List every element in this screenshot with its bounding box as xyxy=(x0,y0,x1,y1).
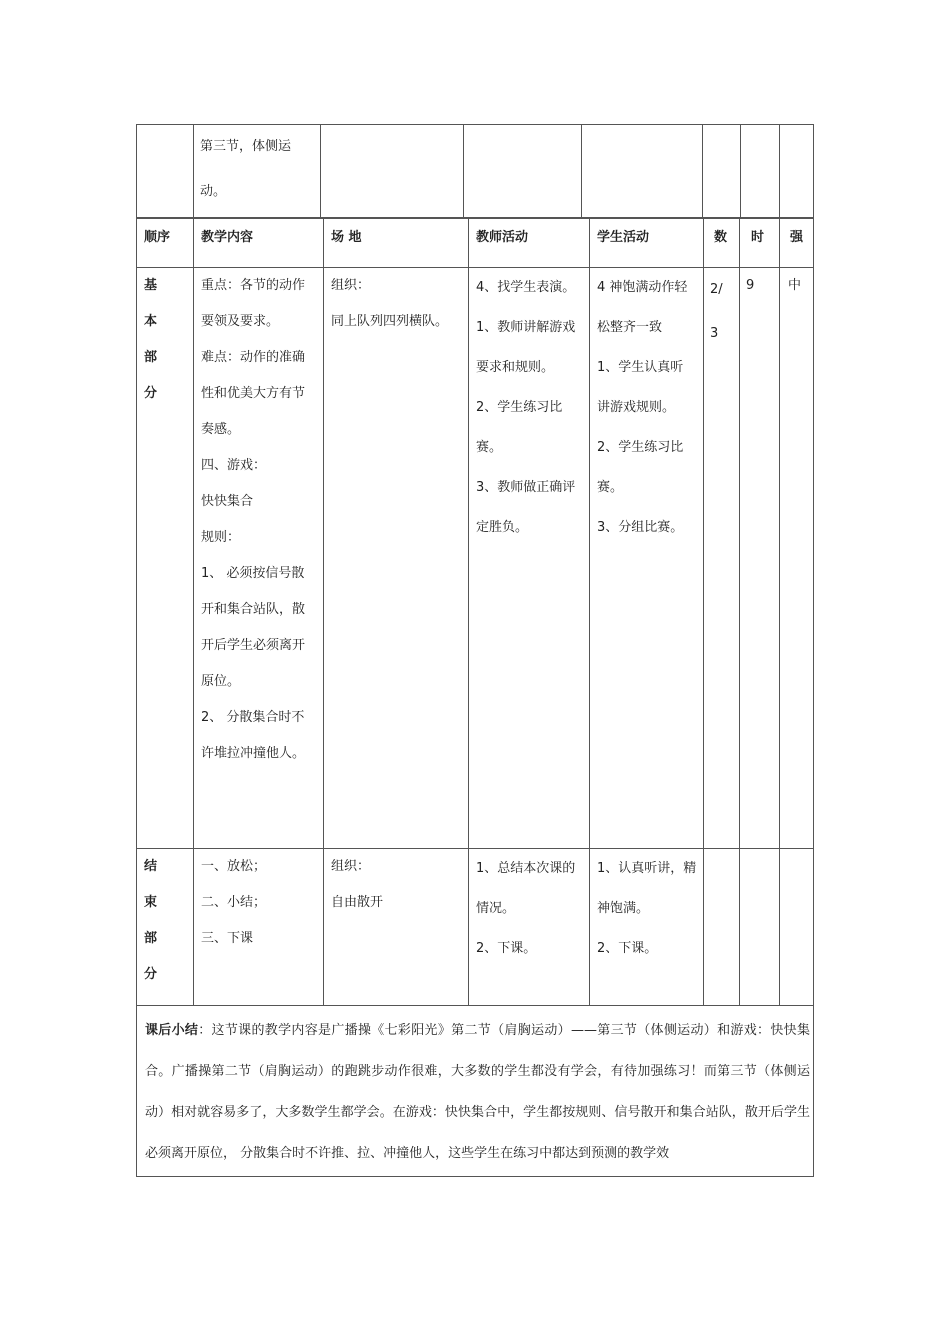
header-content: 教学内容 xyxy=(201,230,254,245)
section-char: 部 xyxy=(144,931,158,946)
basic-time: 9 xyxy=(746,278,755,293)
grid-line xyxy=(193,218,194,1006)
ending-teacher: 1、总结本次课的 情况。 2、下课。 xyxy=(476,861,576,956)
top-row-content: 第三节，体侧运 动。 xyxy=(200,139,292,199)
table-right-border xyxy=(813,124,814,1177)
grid-line xyxy=(703,218,704,1006)
header-count: 数 xyxy=(714,230,728,245)
basic-count: 2/ 3 xyxy=(710,282,723,341)
grid-line xyxy=(779,218,780,1006)
basic-student: 4 神饱满动作轻 松整齐一致 1、学生认真听 讲游戏规则。 2、学生练习比 赛。 3、分组比赛。 xyxy=(597,280,688,535)
grid-line xyxy=(779,124,780,218)
basic-venue: 组织： 同上队列四列横队。 xyxy=(331,278,449,329)
summary-text: ：这节课的教学内容是广播操《七彩阳光》第二节（肩胸运动）——第三节（体侧运动）和游戏：快快集合。广播操第二节（肩胸运动）的跑跳步动作很难，大多数的学生都没有学会，有待加强练习！而第三节（体侧运动）相对就容易多了，大多数学生都学会。在游戏：快快集合中，学生都按规则、信号散开和集合站队，散开后学生必须离开原位， 分散集合时不许推、拉、冲撞他人，这些学生在练习中都达到预测的教学效 xyxy=(145,1023,810,1161)
grid-line xyxy=(323,218,324,1006)
summary-label: 课后小结 xyxy=(145,1023,199,1038)
basic-intensity: 中 xyxy=(788,278,802,293)
header-teacher: 教师活动 xyxy=(476,230,529,245)
grid-line xyxy=(136,217,814,219)
grid-line xyxy=(702,124,703,218)
header-student: 学生活动 xyxy=(597,230,650,245)
grid-line xyxy=(581,124,582,218)
table-bottom-border xyxy=(136,1176,814,1177)
header-time: 时 xyxy=(751,230,765,245)
header-order: 顺序 xyxy=(144,230,171,245)
section-char: 基 xyxy=(144,278,158,293)
lesson-summary xyxy=(145,1010,810,1174)
grid-line xyxy=(589,218,590,1006)
grid-line xyxy=(739,218,740,1006)
section-char: 束 xyxy=(144,895,158,910)
ending-venue: 组织： 自由散开 xyxy=(331,859,384,910)
section-char: 结 xyxy=(144,859,158,874)
grid-line xyxy=(740,124,741,218)
header-intensity: 强 xyxy=(790,230,804,245)
ending-section-label xyxy=(144,849,157,993)
grid-line xyxy=(136,1005,814,1006)
section-char: 本 xyxy=(144,314,158,329)
section-char: 分 xyxy=(144,386,158,401)
table-left-border xyxy=(136,124,137,1177)
section-char: 分 xyxy=(144,967,158,982)
grid-line xyxy=(468,218,469,1006)
grid-line xyxy=(193,124,194,218)
basic-section-label xyxy=(144,268,157,412)
section-char: 部 xyxy=(144,350,158,365)
grid-line xyxy=(463,124,464,218)
header-venue: 场 地 xyxy=(331,230,362,245)
basic-teacher: 4、找学生表演。 1、教师讲解游戏 要求和规则。 2、学生练习比 赛。 3、教师做正确评 定胜负。 xyxy=(476,280,576,535)
ending-content: 一、放松； 二、小结； 三、下课 xyxy=(201,859,267,946)
ending-student: 1、认真听讲，精 神饱满。 2、下课。 xyxy=(597,861,697,956)
basic-content: 重点：各节的动作 要领及要求。 难点：动作的准确 性和优美大方有节 奏感。 四、游戏： 快快集合 规则： 1、 必须按信号散 开和集合站队，散 开后学生必须离开 原位。 2、 分散集合时不 许堆拉冲撞他人。 xyxy=(201,278,306,761)
grid-line xyxy=(320,124,321,218)
